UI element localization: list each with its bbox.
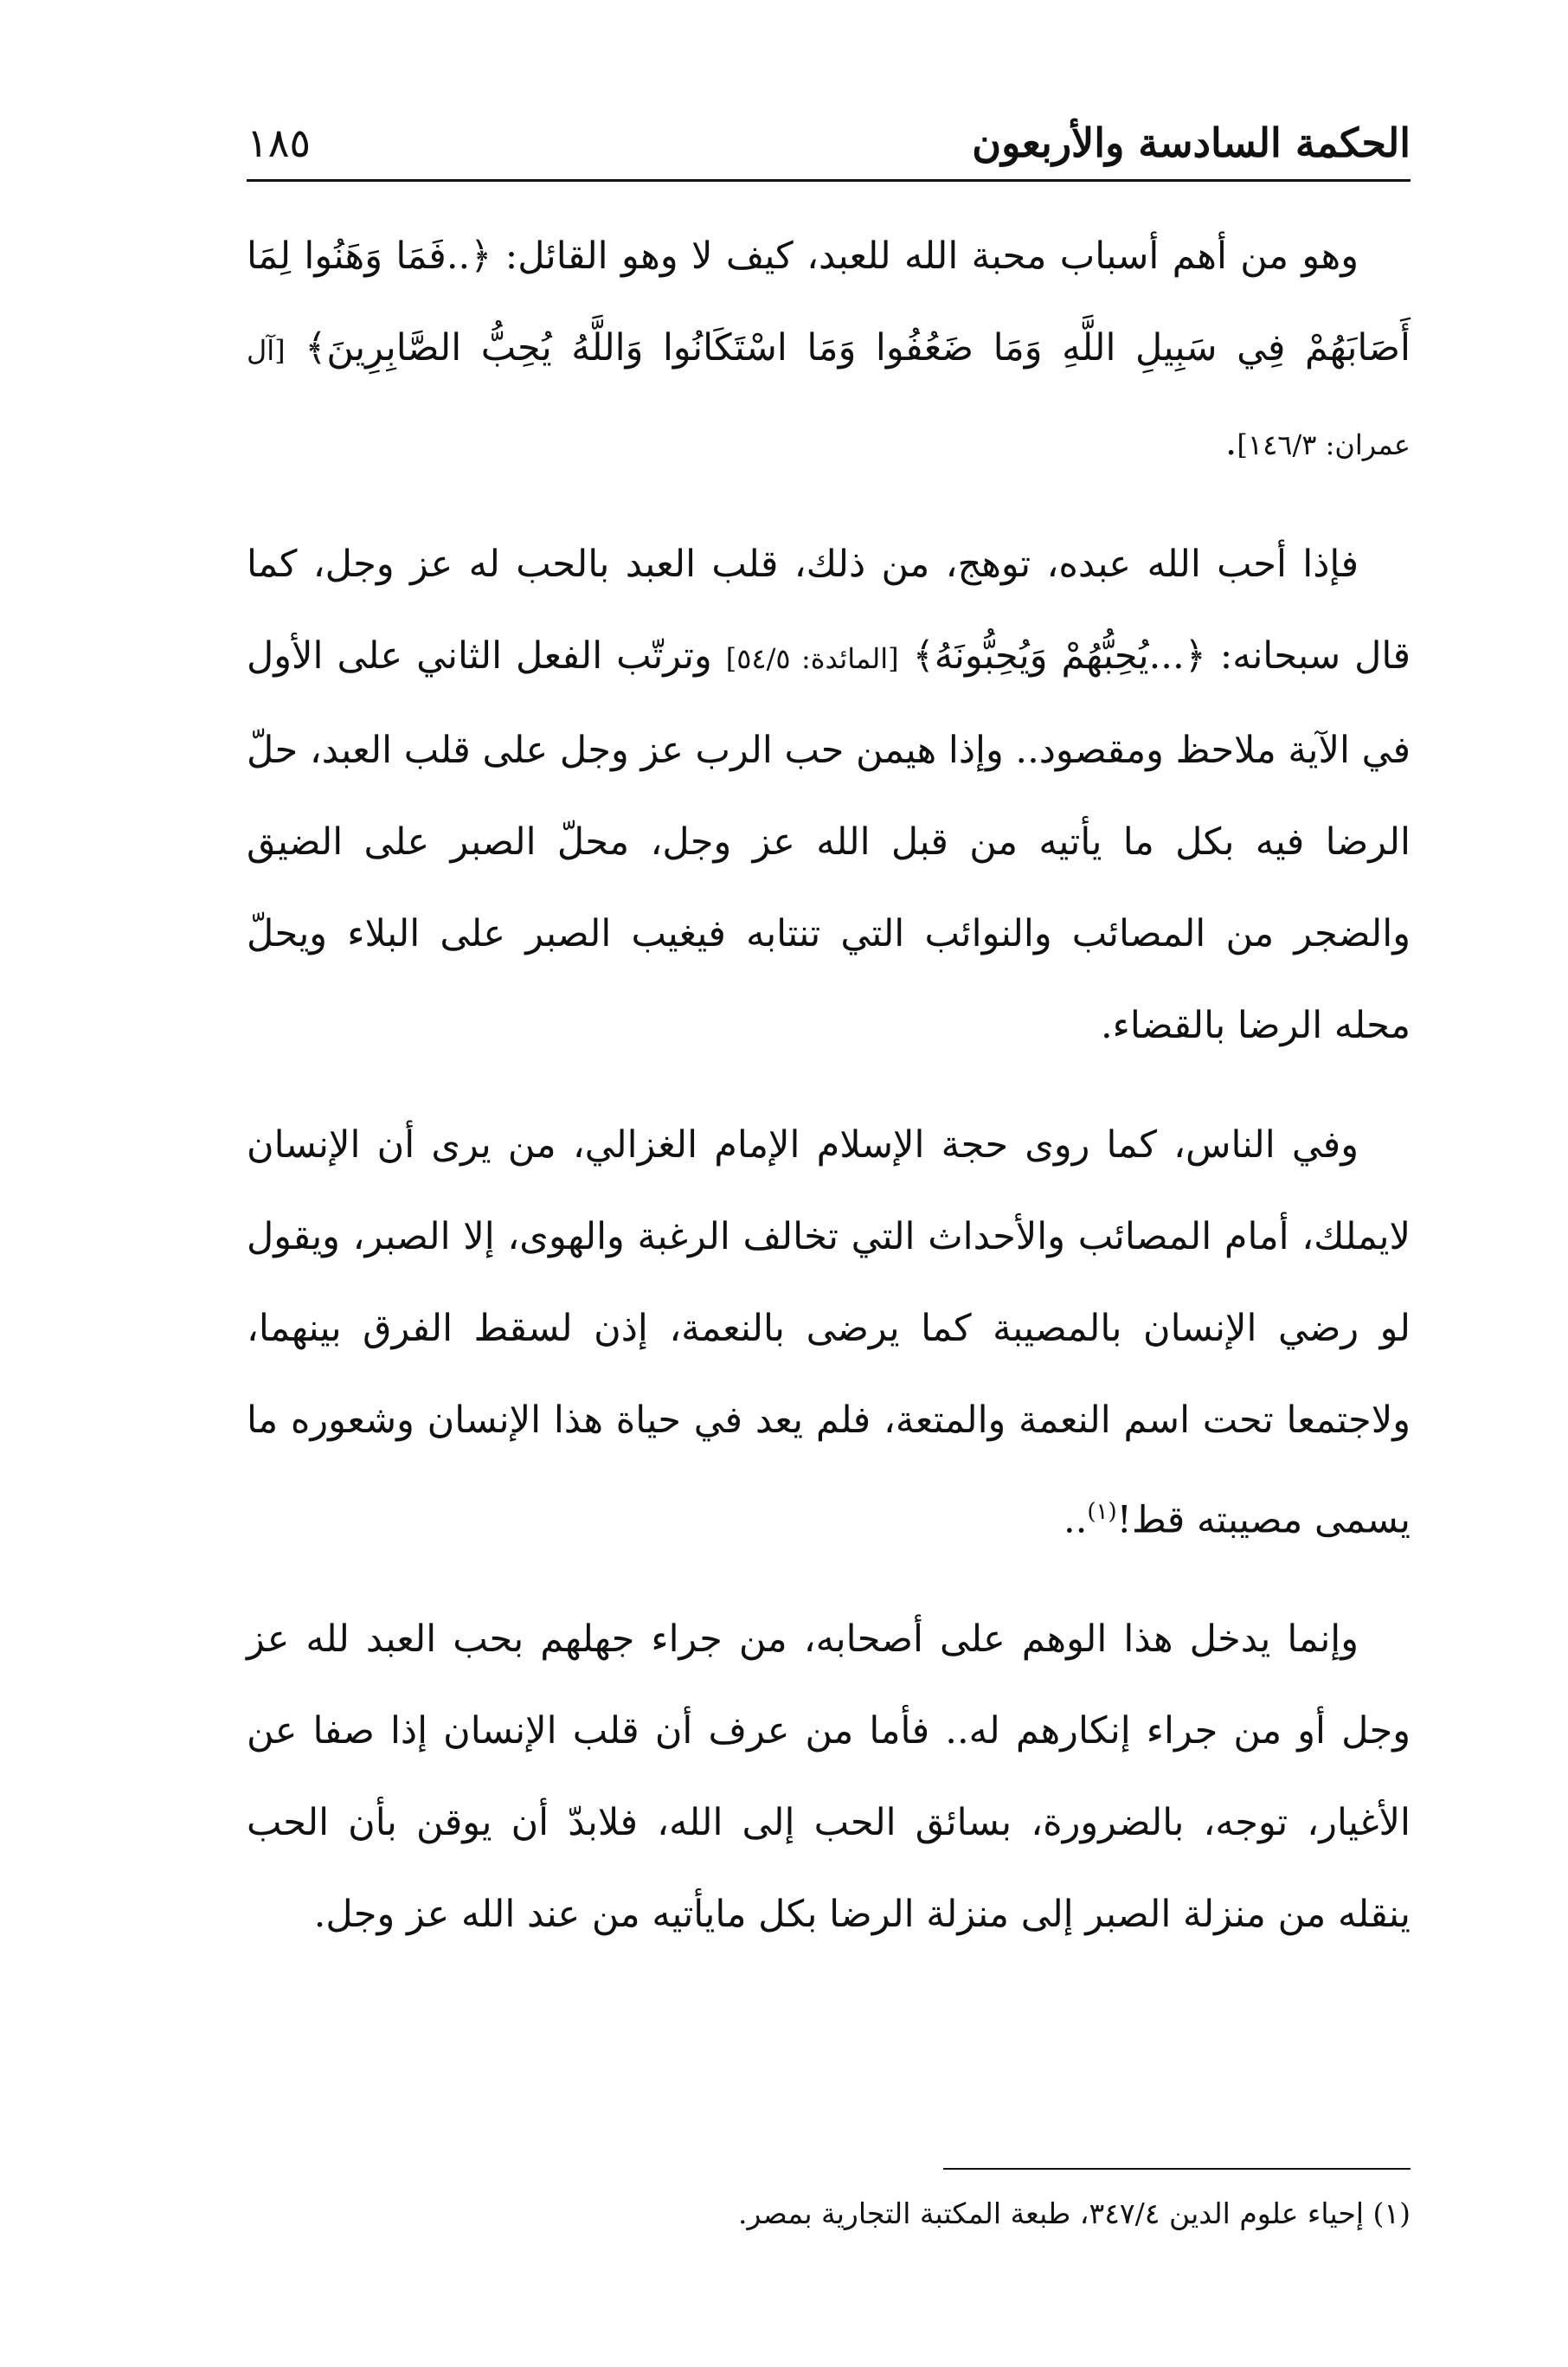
footnote-marker: (١) xyxy=(1087,1499,1117,1525)
quran-citation: [آل عمران: ١٤٦/٣] xyxy=(247,334,1411,461)
header-rule xyxy=(247,179,1411,182)
page-header xyxy=(247,117,1411,182)
paragraph-2 xyxy=(247,518,1411,1071)
paragraph-text: وفي الناس، كما روى حجة الإسلام الإمام الغزالي، من يرى أن الإنسان لايملك، أمام المصائب والأحداث التي تخالف الرغبة والهوى، إلا الصبر، ويقول لو رضي الإنسان بالمصيبة كما يرضى بالنعمة، إذن لسقط الفرق بينهما، ولاجتمعا تحت اسم النعمة والمتعة، فلم يعد في حياة هذا الإنسان وشعوره ما يسمى مصيبته قط! xyxy=(247,1123,1411,1542)
paragraph-text: وإنما يدخل هذا الوهم على أصحابه، من جراء جهلهم بحب العبد لله عز وجل أو من جراء إنكارهم له.. فأما من عرف أن قلب الإنسان إذا صفا عن الأغيار، توجه، بالضرورة، بسائق الحب إلى الله، فلابدّ أن يوقن بأن الحب ينقله من منزلة الصبر إلى منزلة الرضا بكل مايأتيه من عند الله عز وجل. xyxy=(247,1618,1411,1937)
running-title: الحكمة السادسة والأربعون xyxy=(972,119,1411,166)
paragraph-3 xyxy=(247,1099,1411,1566)
quran-quote: ﴿...يُحِبُّهُمْ وَيُحِبُّونَهُ﴾ xyxy=(912,634,1206,678)
paragraph-1 xyxy=(247,210,1411,491)
footnote: (١) إحياء علوم الدين ٣٤٧/٤، طبعة المكتبة التجارية بمصر. xyxy=(737,2197,1411,2230)
quran-quote: ﴿..فَمَا وَهَنُوا لِمَا أَصَابَهُمْ فِي سَبِيلِ اللَّهِ وَمَا ضَعُفُوا وَمَا اسْتَكَانُوا وَاللَّهُ يُحِبُّ الصَّابِرِينَ﴾ xyxy=(247,235,1411,370)
paragraph-text: . xyxy=(1224,421,1237,464)
paragraph-text: فإذا أحب الله عبده، توهج، من ذلك، قلب العبد بالحب له عز وجل، كما قال سبحانه: xyxy=(247,543,1411,678)
paragraph-text: .. xyxy=(1064,1498,1088,1542)
quran-citation: [المائدة: ٥٤/٥] xyxy=(725,642,899,675)
footnote-rule xyxy=(943,2168,1411,2170)
paragraph-text: وترتّب الفعل الثاني على الأول في الآية ملاحظ ومقصود.. وإذا هيمن حب الرب عز وجل على قلب العبد، حلّ الرضا فيه بكل ما يأتيه من قبل الله عز وجل، محلّ الصبر على الضيق والضجر من المصائب والنوائب التي تنتابه فيغيب الصبر على البلاء ويحلّ محله الرضا بالقضاء. xyxy=(247,634,1411,1047)
paragraph-text: وهو من أهم أسباب محبة الله للعبد، كيف لا وهو القائل: xyxy=(492,235,1359,278)
page-number: ١٨٥ xyxy=(247,119,312,166)
page-body xyxy=(247,210,1411,1988)
paragraph-4 xyxy=(247,1593,1411,1960)
book-page xyxy=(247,117,1411,2280)
